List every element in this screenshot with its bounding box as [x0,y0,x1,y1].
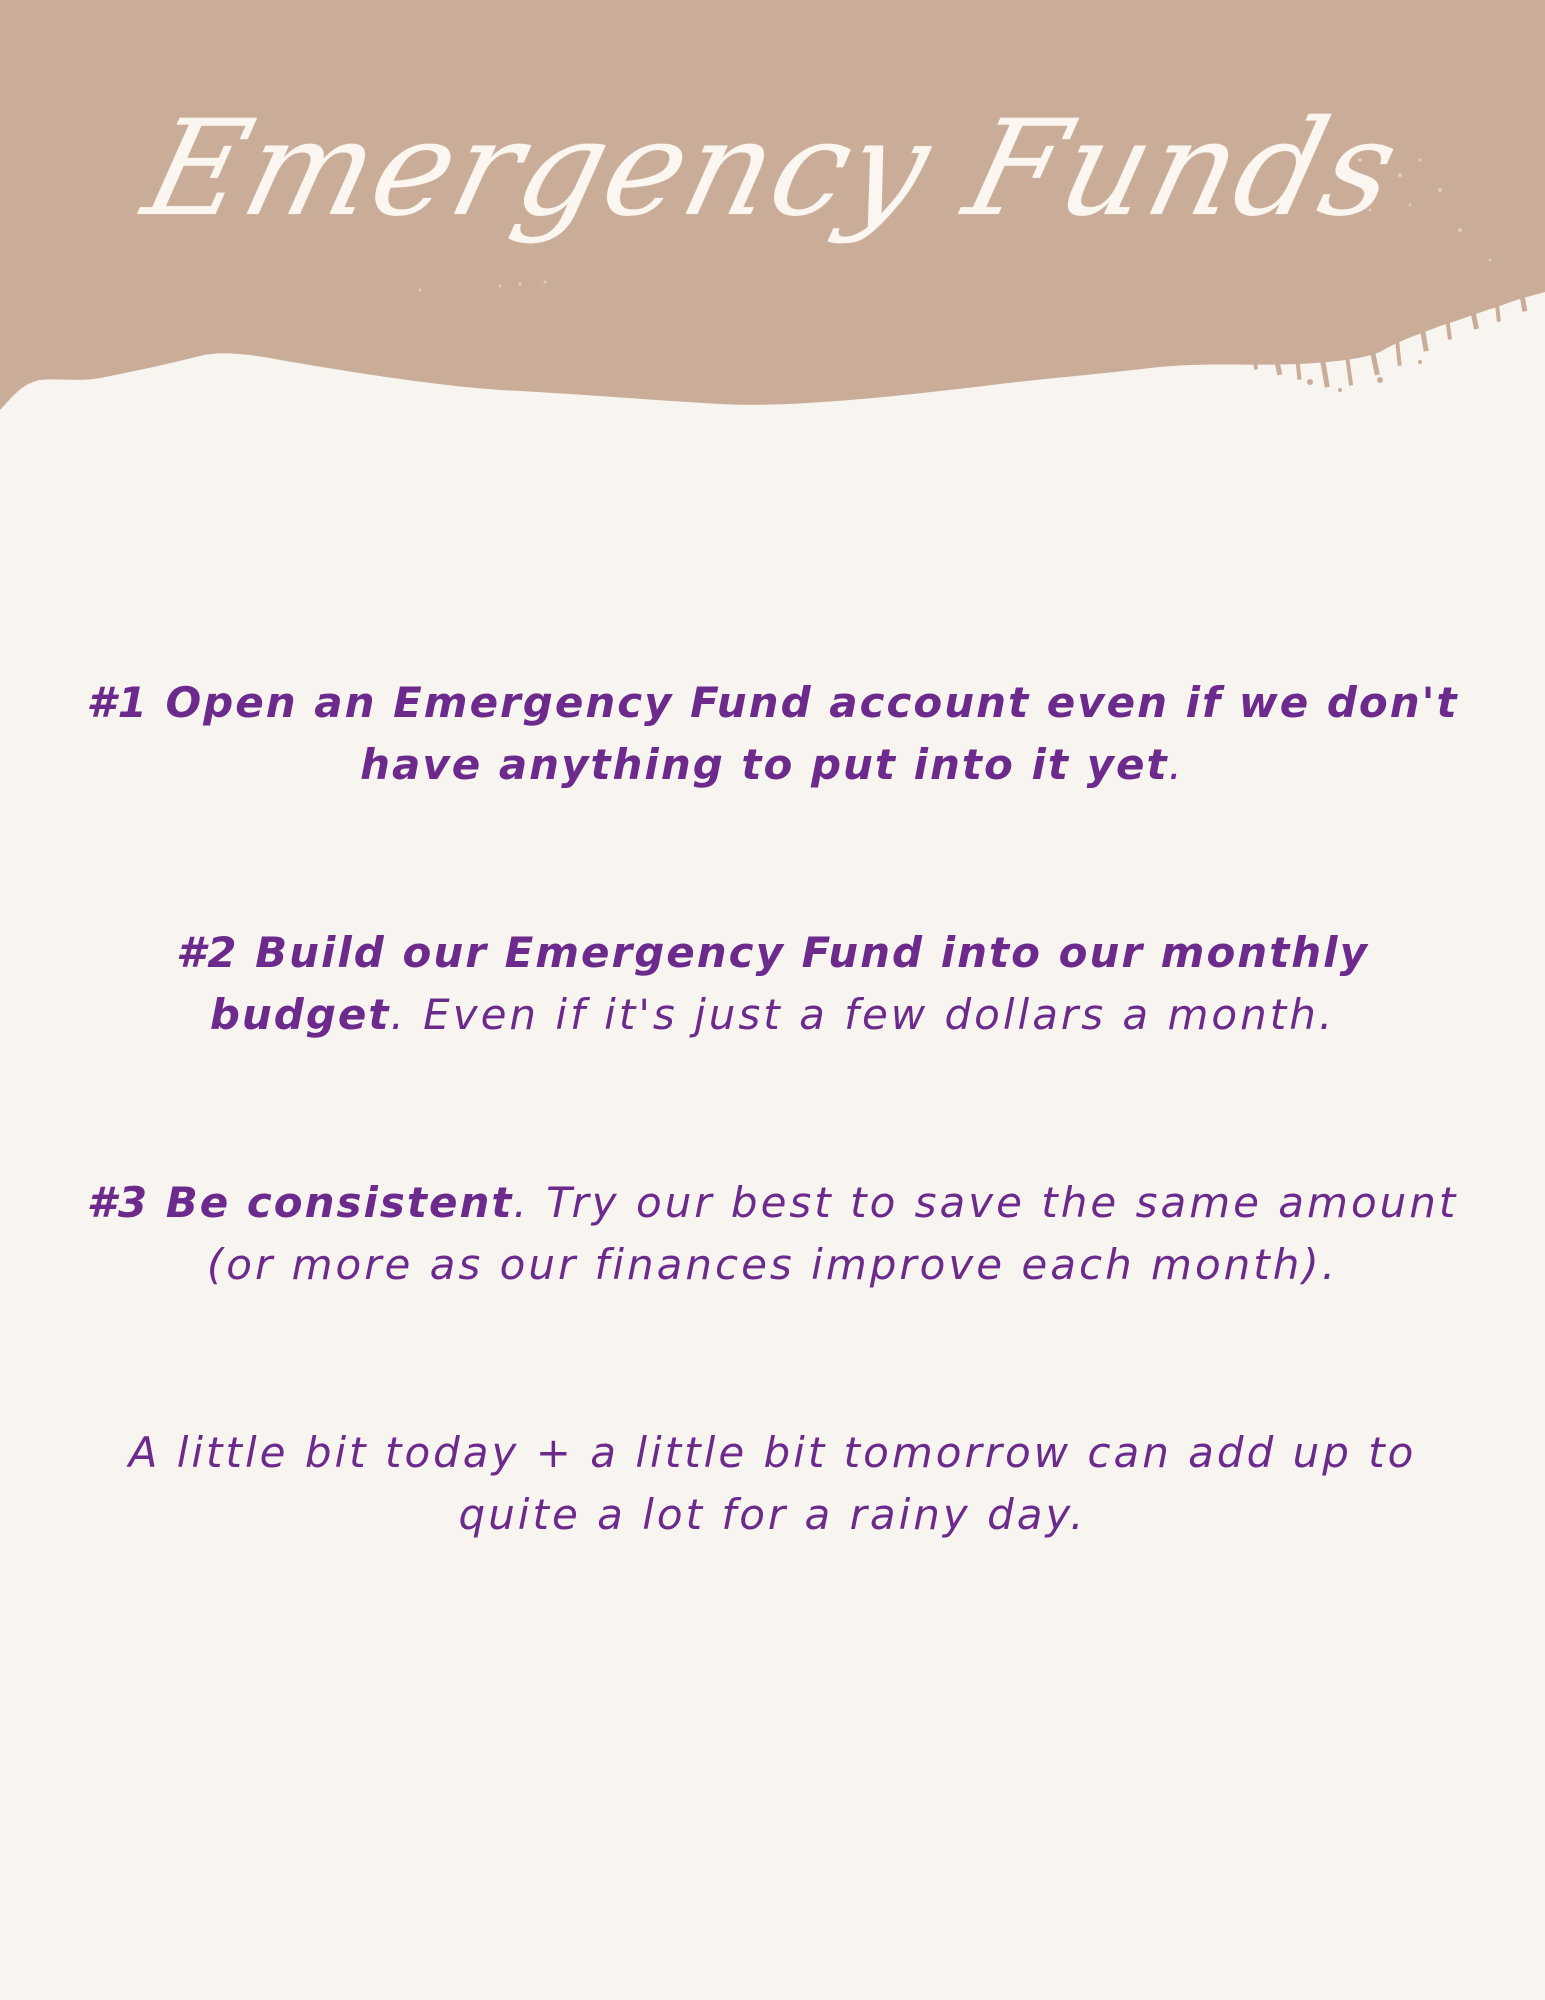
tip-3 [80,1172,1465,1296]
tip-3-bold: #3 Be consistent [86,1178,514,1227]
tip-3-regular: . Try our best to save the same amount (or more as our finances improve each month). [206,1178,1459,1289]
tip-2-regular: . Even if it's just a few dollars a month. [390,990,1336,1039]
header-brush-band [0,0,1545,420]
tip-1 [80,672,1465,796]
closing-text: A little bit today + a little bit tomorrow can add up to quite a lot for a rainy day. [128,1428,1417,1539]
page-title: Emergency Funds [131,92,1415,246]
tip-2-bold: #2 Build our Emergency Fund into our monthly budget [176,928,1369,1039]
tip-2 [80,922,1465,1046]
tip-1-bold: #1 Open an Emergency Fund account even if we don't have anything to put into it yet [86,678,1459,789]
tip-1-regular: . [1168,740,1185,789]
closing-statement [80,1422,1465,1546]
